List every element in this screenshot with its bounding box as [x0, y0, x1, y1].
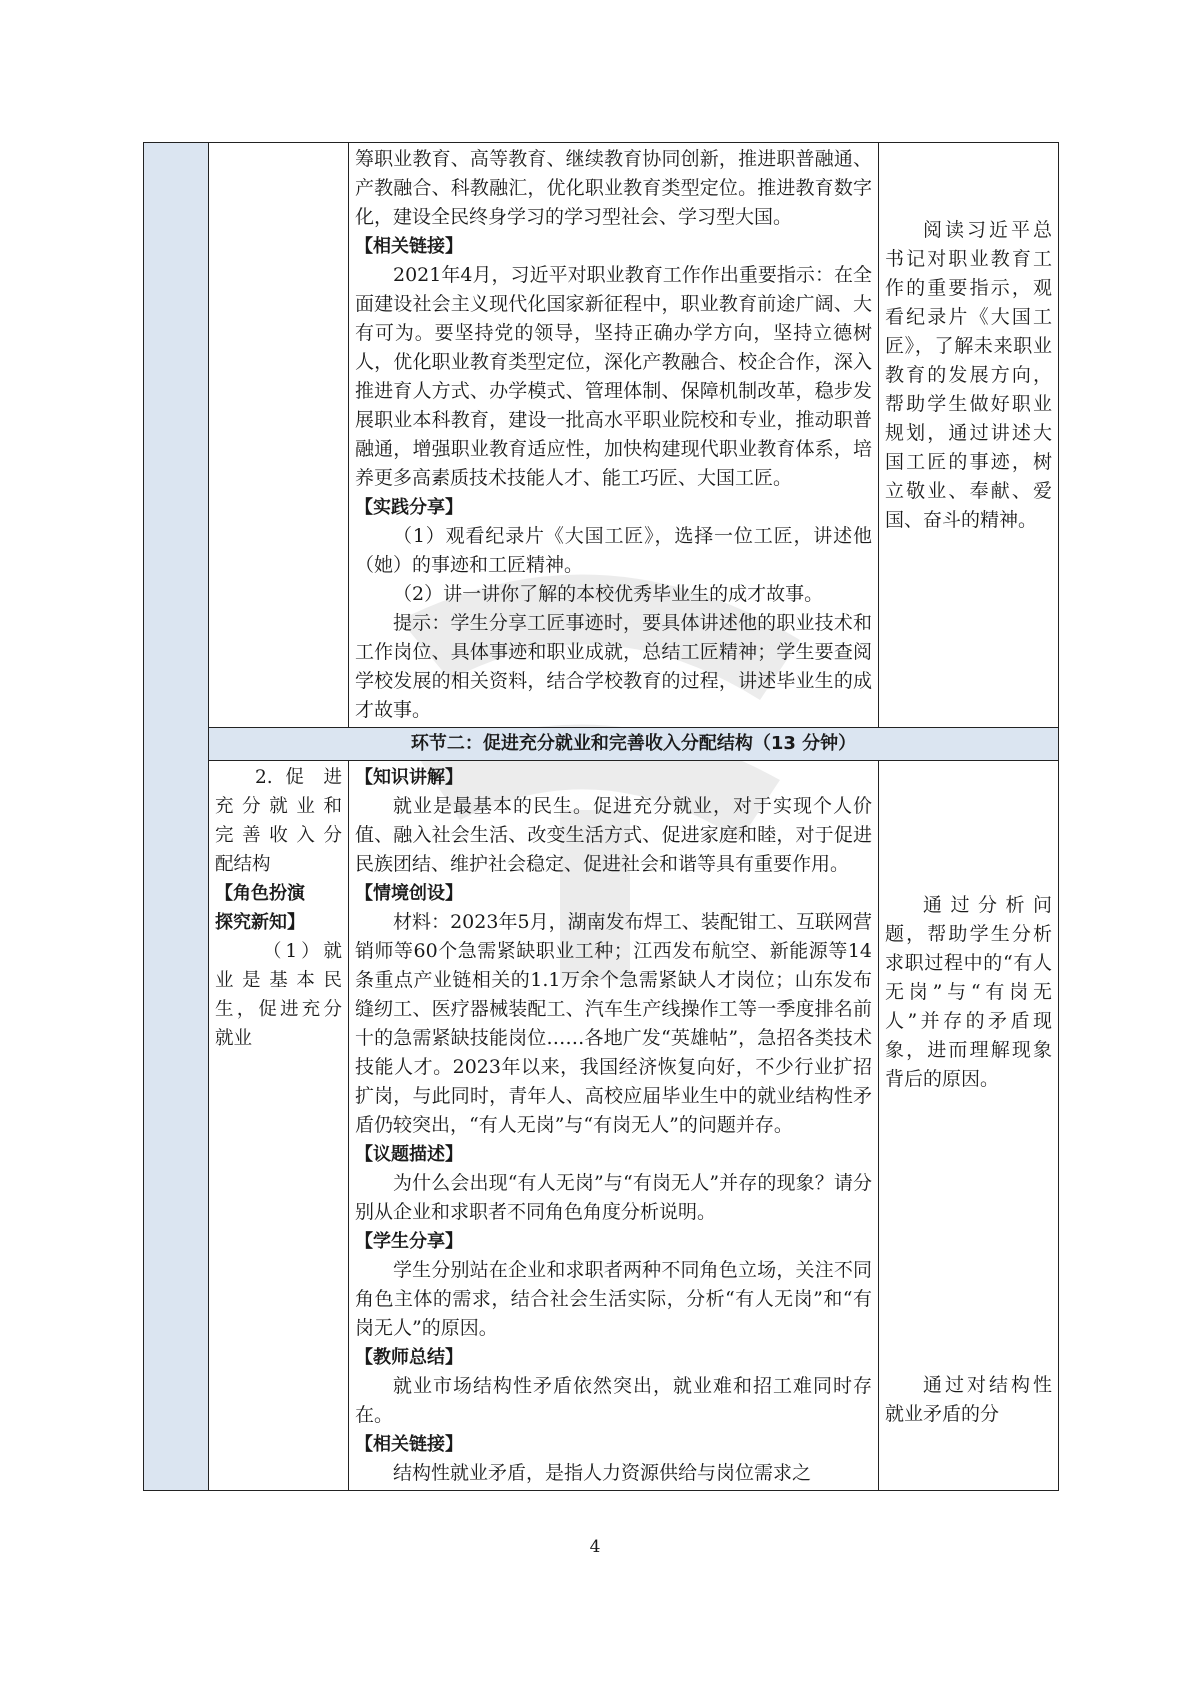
- topic-title-line: 2. 促 进: [255, 767, 342, 788]
- design-intent-text: 通过分析问题，帮助学生分析求职过程中的“有人无岗”与“有岗无人”并存的矛盾现象，进而理解现象背后的原因。: [885, 894, 1052, 1090]
- scene-heading: 【情境创设】: [355, 883, 463, 904]
- scene-text: 材料：2023年5月，湖南发布焊工、装配钳工、互联网营销师等60个急需紧缺职业工种；江西发布航空、新能源等14条重点产业链相关的1.1万余个急需紧缺人才岗位；山东发布缝纫工、医疗器械装配工、汽车生产线操作工等一季度排名前十的急需紧缺技能岗位……各地广发“英雄帖”，急招各类技术技能人才。2023年以来，我国经济恢复向好，不少行业扩招扩岗，与此同时，青年人、高校应届毕业生中的就业结构性矛盾仍较突出，“有人无岗”与“有岗无人”的问题并存。: [355, 911, 872, 1136]
- practice-item-1: （1）观看纪录片《大国工匠》，选择一位工匠，讲述他（她）的事迹和工匠精神。: [355, 525, 872, 576]
- design-intent-cell: [879, 143, 1059, 728]
- topic-title-line: 完善收入分: [215, 825, 342, 846]
- issue-text: 为什么会出现“有人无岗”与“有岗无人”并存的现象？请分别从企业和求职者不同角色角度分析说明。: [355, 1172, 872, 1223]
- section-header-row: [144, 728, 1059, 761]
- method-line: 探究新知】: [215, 912, 305, 933]
- teaching-content-cell: [349, 761, 879, 1491]
- topic-cell: [209, 761, 349, 1491]
- related-link-heading: 【相关链接】: [355, 1434, 463, 1455]
- lesson-plan-table: [143, 142, 1059, 1491]
- topic-title-line: 充分就业和: [215, 796, 342, 817]
- subtopic-line: 业是基本民: [215, 970, 342, 991]
- related-link-text: 2021年4月，习近平对职业教育工作作出重要指示：在全面建设社会主义现代化国家新征程中，职业教育前途广阔、大有可为。要坚持党的领导，坚持正确办学方向，坚持立德树人，优化职业教育类型定位，深化产教融合、校企合作，深入推进育人方式、办学模式、管理体制、保障机制改革，稳步发展职业本科教育，建设一批高水平职业院校和专业，推动职普融通，增强职业教育适应性，加快构建现代职业教育体系，培养更多高素质技术技能人才、能工巧匠、大国工匠。: [355, 264, 872, 489]
- subtopic-line: （1）就: [263, 941, 342, 962]
- related-link-text: 结构性就业矛盾，是指人力资源供给与岗位需求之: [393, 1462, 812, 1484]
- page-number: 4: [589, 1537, 601, 1557]
- subtopic-line: 生，促进充分: [215, 999, 342, 1020]
- summary-text: 就业市场结构性矛盾依然突出，就业难和招工难同时存在。: [355, 1375, 872, 1426]
- share-text: 学生分别站在企业和求职者两种不同角色立场，关注不同角色主体的需求，结合社会生活实际，分析“有人无岗”和“有岗无人”的原因。: [355, 1259, 872, 1339]
- section-title: 环节二：促进充分就业和完善收入分配结构（13 分钟）: [209, 728, 1059, 761]
- practice-heading: 【实践分享】: [355, 497, 463, 518]
- design-intent-text: 通过对结构性就业矛盾的分: [885, 1374, 1052, 1425]
- subtopic-line: 就业: [215, 1028, 253, 1049]
- method-line: 【角色扮演: [215, 883, 305, 904]
- design-intent-text: 阅读习近平总书记对职业教育工作的重要指示，观看纪录片《大国工匠》，了解未来职业教育的发展方向，帮助学生做好职业规划，通过讲述大国工匠的事迹，树立敬业、奉献、爱国、奋斗的精神。: [885, 218, 1052, 531]
- content-paragraph: 筹职业教育、高等教育、继续教育协同创新，推进职普融通、产教融合、科教融汇，优化职业教育类型定位。推进教育数字化，建设全民终身学习的学习型社会、学习型大国。: [355, 148, 872, 228]
- topic-cell-empty: [209, 143, 349, 728]
- topic-title-line: 配结构: [215, 854, 271, 875]
- design-intent-cell: [879, 761, 1059, 1491]
- left-band-cell: [144, 143, 209, 1491]
- issue-heading: 【议题描述】: [355, 1144, 463, 1165]
- knowledge-text: 就业是最基本的民生。促进充分就业，对于实现个人价值、融入社会生活、改变生活方式、促进家庭和睦，对于促进民族团结、维护社会稳定、促进社会和谐等具有重要作用。: [355, 795, 872, 875]
- teaching-content-cell: [349, 143, 879, 728]
- table-row: [144, 143, 1059, 728]
- table-row: [144, 761, 1059, 1491]
- knowledge-heading: 【知识讲解】: [355, 767, 463, 788]
- practice-tip: 提示：学生分享工匠事迹时，要具体讲述他的职业技术和工作岗位、具体事迹和职业成就，总结工匠精神；学生要查阅学校发展的相关资料，结合学校教育的过程，讲述毕业生的成才故事。: [355, 612, 872, 721]
- practice-item-2: （2）讲一讲你了解的本校优秀毕业生的成才故事。: [393, 583, 824, 605]
- related-link-heading: 【相关链接】: [355, 236, 463, 257]
- share-heading: 【学生分享】: [355, 1231, 463, 1252]
- summary-heading: 【教师总结】: [355, 1347, 463, 1368]
